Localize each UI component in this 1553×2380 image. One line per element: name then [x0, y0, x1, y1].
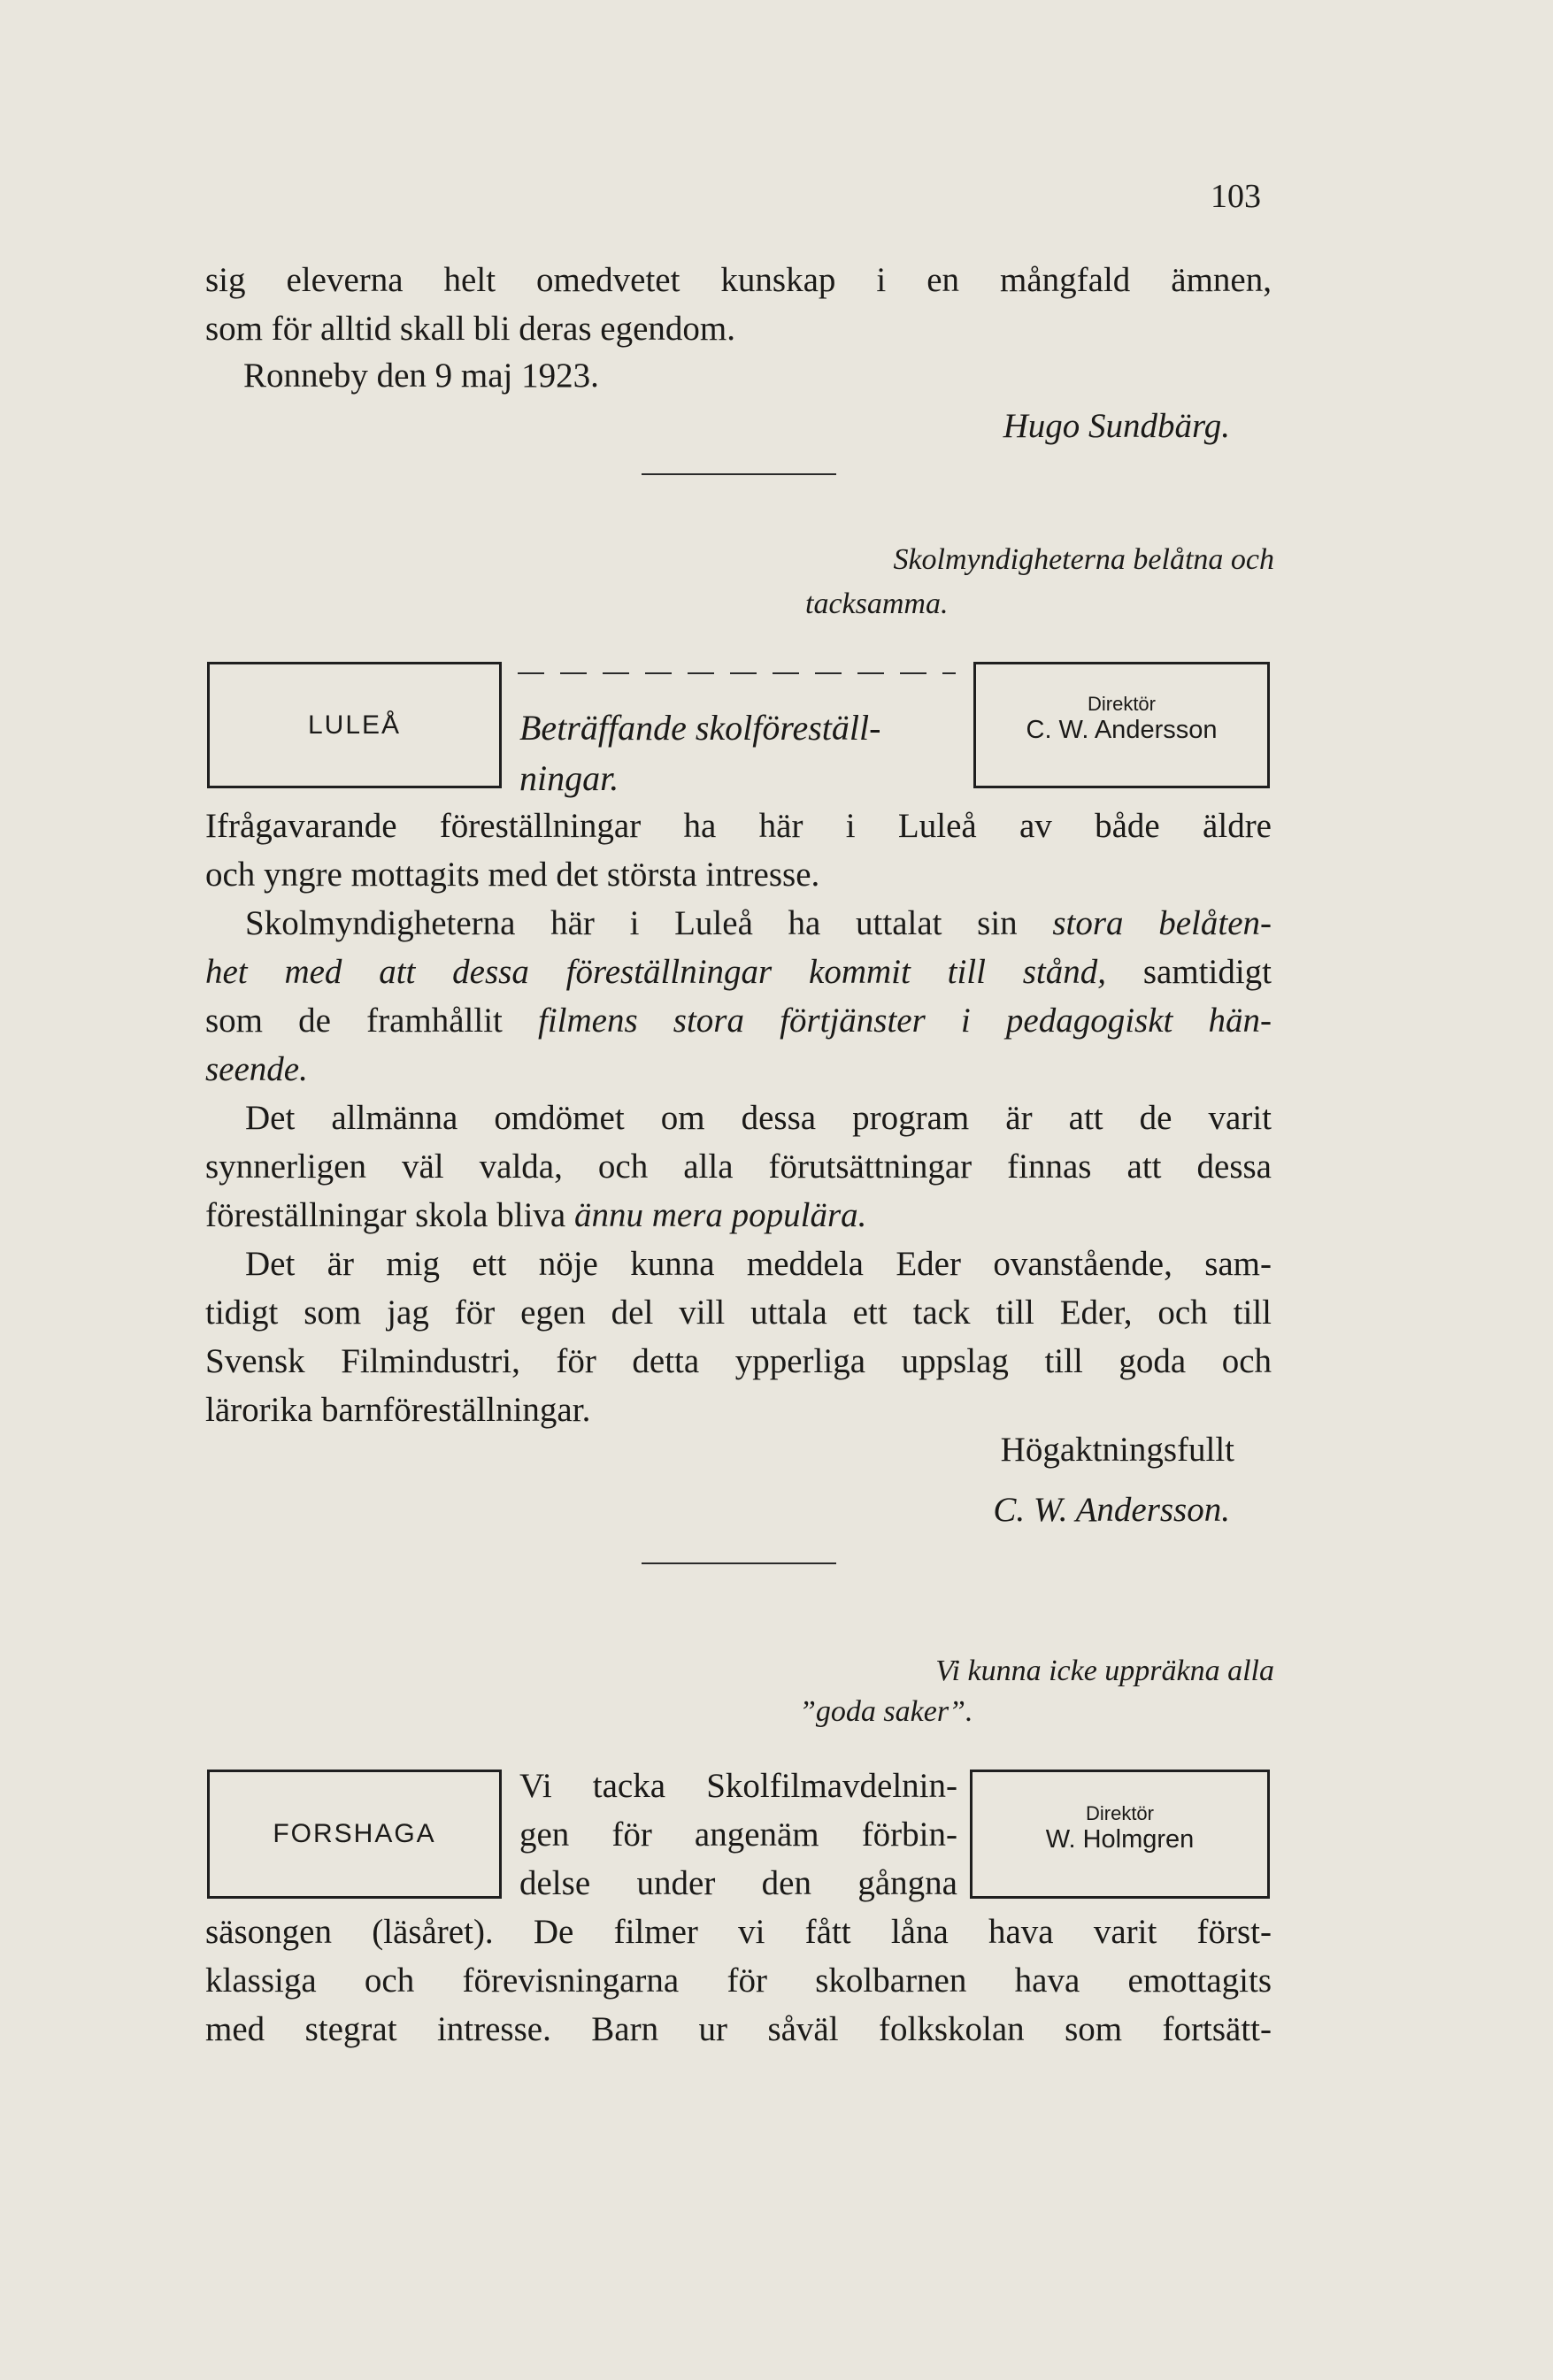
intro-line-2: som för alltid skall bli deras egendom. [205, 310, 735, 348]
lulea-para2-line-2 [205, 948, 1272, 997]
text-emphasis: stora belåten- [1052, 904, 1272, 942]
text-plain: föreställningar skola bliva [205, 1196, 574, 1234]
lulea-para2-line-4: seende. [205, 1050, 308, 1088]
lulea-para4-line-2: tidigt som jag för egen del vill uttala ett tack till Eder, och till [205, 1294, 1272, 1332]
text-emphasis: filmens stora förtjänster i pedagogiskt hän- [538, 1002, 1272, 1040]
intro-line-1: sig eleverna helt omedvetet kunskap i en mångfald ämnen, [205, 261, 1272, 299]
director-title: Direktör [1087, 693, 1156, 715]
dateline: Ronneby den 9 maj 1923. [243, 357, 599, 395]
director-box-lulea [973, 662, 1270, 788]
signature-andersson: C. W. Andersson. [993, 1491, 1230, 1529]
forshaga-body-line-1: säsongen (läsåret). De filmer vi fått låna hava varit först- [205, 1913, 1272, 1951]
section-divider [642, 1562, 836, 1564]
caption-2-line-2: ”goda saker”. [799, 1695, 973, 1728]
city-label: LULEÅ [307, 710, 402, 740]
city-box-forshaga [207, 1770, 502, 1899]
text-emphasis: ännu mera populära. [573, 1196, 867, 1234]
lulea-para4-line-4: lärorika barnföreställningar. [205, 1391, 591, 1429]
text-plain: som de framhållit [205, 1002, 538, 1040]
caption-2-line-1: Vi kunna icke uppräkna alla [935, 1654, 1274, 1687]
text-plain: Skolmyndigheterna här i Luleå ha uttalat sin [245, 904, 1053, 942]
lulea-para4-line-3: Svensk Filmindustri, för detta ypperliga uppslag till goda och [205, 1342, 1272, 1380]
lulea-para4-line-1: Det är mig ett nöje kunna meddela Eder ovanstående, sam- [245, 1245, 1272, 1283]
forshaga-body-line-3: med stegrat intresse. Barn ur såväl folkskolan som fortsätt- [205, 2010, 1272, 2048]
section-heading-line-2: ningar. [519, 758, 619, 798]
city-label: FORSHAGA [273, 1819, 436, 1848]
lulea-para3-line-1: Det allmänna omdömet om dessa program är att de varit [245, 1099, 1272, 1137]
lulea-para1-line-1: Ifrågavarande föreställningar ha här i Luleå av både äldre [205, 807, 1272, 845]
city-box-lulea [207, 662, 502, 788]
forshaga-lead-line-2: gen för angenäm förbin- [519, 1816, 957, 1854]
forshaga-body-line-2: klassiga och förevisningarna för skolbarnen hava emottagits [205, 1962, 1272, 2000]
lulea-para3-line-3 [205, 1192, 1272, 1240]
page-number: 103 [1211, 178, 1261, 215]
director-box-forshaga [970, 1770, 1270, 1899]
dashed-line [518, 672, 956, 674]
lulea-para1-line-2: och yngre mottagits med det största intresse. [205, 856, 820, 894]
director-name: W. Holmgren [1045, 1825, 1195, 1854]
closing: Högaktningsfullt [1000, 1431, 1234, 1469]
text-plain: samtidigt [1106, 953, 1272, 991]
section-divider [642, 473, 836, 475]
lulea-para3-line-2: synnerligen väl valda, och alla förutsättningar finnas att dessa [205, 1148, 1272, 1186]
caption-1-line-2: tacksamma. [805, 587, 949, 620]
forshaga-lead-line-1: Vi tacka Skolfilmavdelnin- [519, 1767, 957, 1805]
forshaga-lead-line-3: delse under den gångna [519, 1864, 957, 1902]
director-title: Direktör [1085, 1802, 1154, 1824]
lulea-para2-line-3 [205, 997, 1272, 1046]
section-heading-line-1: Beträffande skolföreställ- [519, 708, 881, 748]
director-name: C. W. Andersson [1026, 716, 1218, 744]
signature-sundbarg: Hugo Sundbärg. [1003, 407, 1230, 445]
lulea-para2-line-1 [205, 900, 1272, 948]
caption-1-line-1: Skolmyndigheterna belåtna och [893, 543, 1274, 576]
text-emphasis: het med att dessa föreställningar kommit till stånd, [205, 953, 1107, 991]
